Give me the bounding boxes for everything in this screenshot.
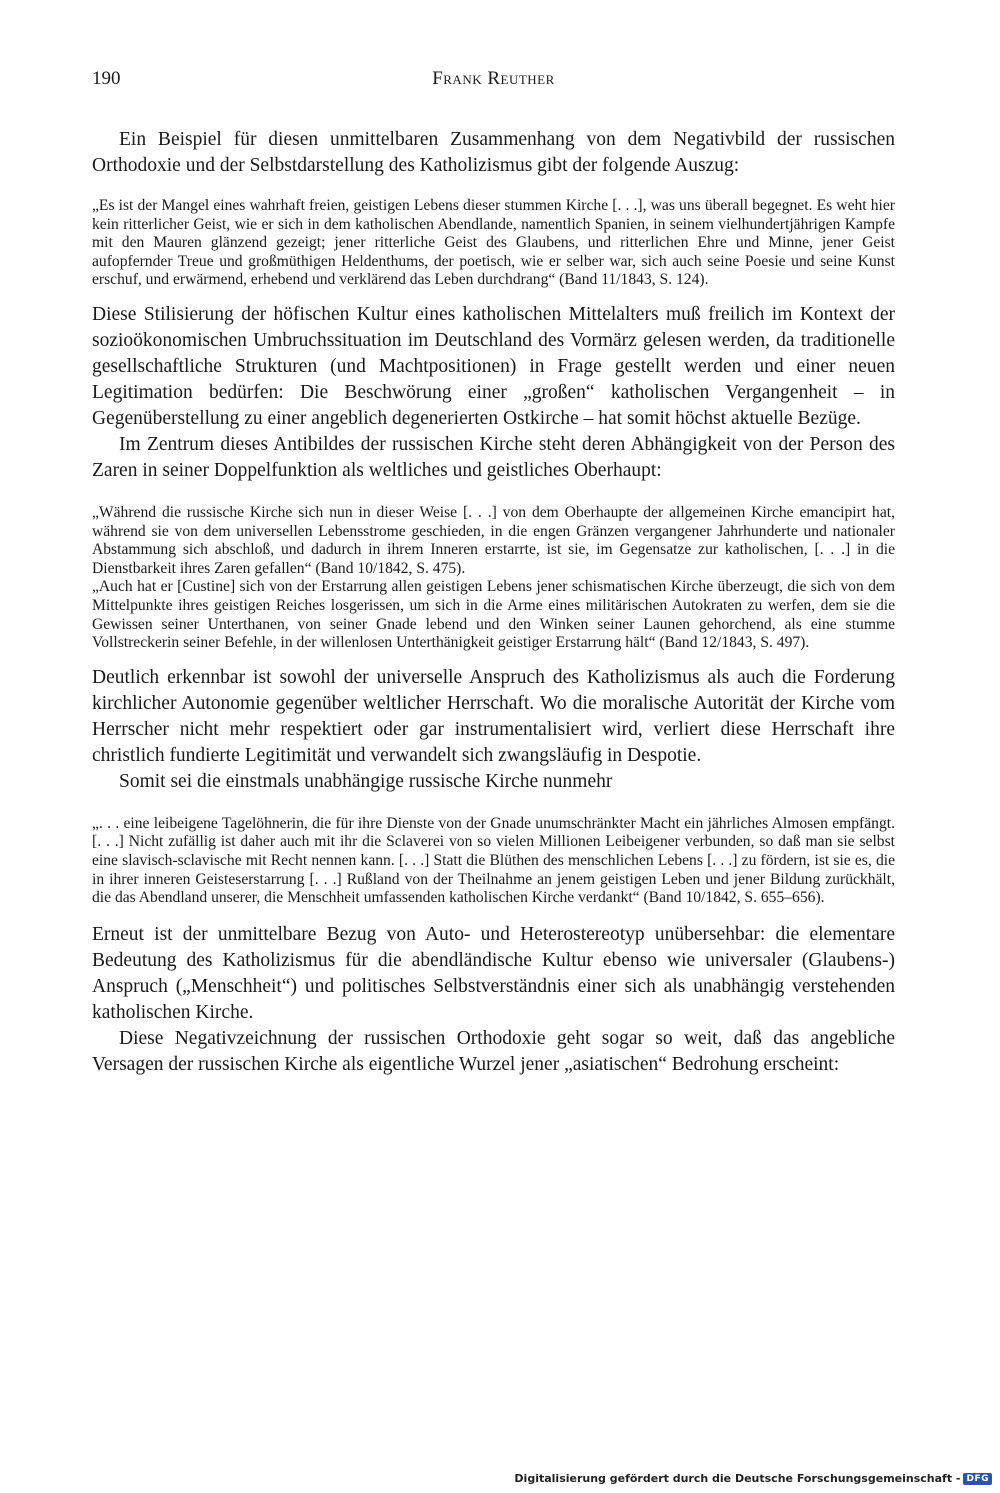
page-header (92, 68, 895, 98)
quote-2b: „Auch hat er [Custine] sich von der Erstarrung allen geistigen Lebens jener schismatischen Kirche überzeugt, die sich von dem Mittelpunkte ihres geistigen Reiches losgerissen, um sich in die Arme eines militärischen Autokraten zu werfen, dem sie die Gewissen seiner Unterthanen, von seiner Gnade lebend und den Winken seiner Launen gehorchend, als eine stumme Vollstreckerin seiner Befehle, in der willenlosen Unterthänigkeit geistiger Erstarrung hält“ (Band 12/1843, S. 497). (92, 578, 895, 652)
paragraph-3: Im Zentrum dieses Antibildes der russischen Kirche steht deren Abhängigkeit von der Person des Zaren in seiner Doppelfunktion als weltliches und geistliches Oberhaupt: (92, 433, 895, 481)
credit-text: Digitalisierung gefördert durch die Deutsche Forschungsgemeinschaft - (514, 1472, 961, 1485)
dfg-logo: DFG (963, 1473, 992, 1485)
digitization-credit (514, 1472, 992, 1485)
quote-2a: „Während die russische Kirche sich nun in dieser Weise [. . .] von dem Oberhaupte der allgemeinen Kirche emancipirt hat, während sie von dem universellen Lebensstrome geschieden, in die engen Gränzen vergangener Jahrhunderte und nationaler Abstammung sich abschloß, und dadurch in ihrem Inneren erstarrte, ist sie, im Gegensatze zur katholischen, [. . .] in die Dienstbarkeit ihres Zaren gefallen“ (Band 10/1842, S. 475). (92, 503, 895, 577)
quote-block-2 (92, 504, 895, 653)
paragraph-7: Diese Negativzeichnung der russischen Orthodoxie geht sogar so weit, daß das angebliche Versagen der russischen Kirche als eigentliche Wurzel jener „asiatischen“ Bedrohung erscheint: (92, 1027, 895, 1075)
paragraph-4: Deutlich erkennbar ist sowohl der universelle Anspruch des Katholizismus als auch die Forderung kirchlicher Autonomie gegenüber weltlicher Herrschaft. Wo die moralische Autorität der Kirche vom Herrscher nicht mehr respektiert oder gar instrumentalisiert wird, verliert diese Herrschaft ihre christlich fundierte Legitimität und verwandelt sich zwangsläufig in Despotie. (92, 666, 895, 766)
paragraph-5: Somit sei die einstmals unabhängige russische Kirche nunmehr (119, 770, 613, 792)
quote-3: „. . . eine leibeigene Tagelöhnerin, die für ihre Dienste von der Gnade unumschränkter Macht ein jährliches Almosen empfängt. [. . .] Nicht zufällig ist daher auch mit ihr die Sclaverei von so vielen Millionen Leibeigener verbunden, so daß man sie selbst eine slavisch-sclavische mit Recht nennen kann. [. . .] Statt die Blüthen des menschlichen Lebens [. . .] zu fördern, ist sie es, die in ihrer inneren Geisteserstarrung [. . .] Rußland von der Theilnahme an jenem geistigen Leben und jener Bildung zurückhält, die das Abendland unserer, die Menschheit umfassenden katholischen Kirche verdankt“ (Band 10/1842, S. 655–656). (92, 814, 895, 907)
paragraph-1: Ein Beispiel für diesen unmittelbaren Zusammenhang von dem Negativbild der russischen Orthodoxie und der Selbstdarstellung des Katholizismus gibt der folgende Auszug: (92, 129, 895, 176)
page (92, 68, 895, 1078)
quote-1: „Es ist der Mangel eines wahrhaft freien, geistigen Lebens dieser stummen Kirche [. . .], was uns überall begegnet. Es weht hier kein ritterlicher Geist, wie er sich in dem katholischen Abendlande, namentlich Spanien, in seinem vielhundertjährigen Kampfe mit den Mauren glänzend gezeigt; jener ritterliche Geist des Glaubens, und ritterlichen Ehre und Minne, jener Geist aufopfernder Treue und großmüthigen Heldenthums, der poetisch, wie er selber war, sich auch seine Poesie und seine Kunst erschuf, und erwärmend, erhebend und verklärend das Leben durchdrang“ (Band 11/1843, S. 124). (92, 197, 895, 289)
running-head: Frank Reuther (432, 68, 555, 89)
paragraph-6: Erneut ist der unmittelbare Bezug von Auto- und Heterostereotyp unübersehbar: die elementare Bedeutung des Katholizismus für die abendländische Kultur ebenso wie universaler (Glaubens-) Anspruch („Menschheit“) und politisches Selbstverständnis einer sich als unabhängig verstehenden katholischen Kirche. (92, 923, 895, 1023)
page-number: 190 (92, 68, 121, 89)
paragraph-2: Diese Stilisierung der höfischen Kultur eines katholischen Mittelalters muß freilich im Kontext der sozioökonomischen Umbruchssituation im Deutschland des Vormärz gelesen werden, da traditionelle gesellschaftliche Strukturen (und Machtpositionen) in Frage gestellt werden und einer neuen Legitimation bedürfen: Die Beschwörung einer „großen“ katholischen Vergangenheit – in Gegenüberstellung zu einer angeblich degenerierten Ostkirche – hat somit höchst aktuelle Bezüge. (92, 303, 895, 429)
